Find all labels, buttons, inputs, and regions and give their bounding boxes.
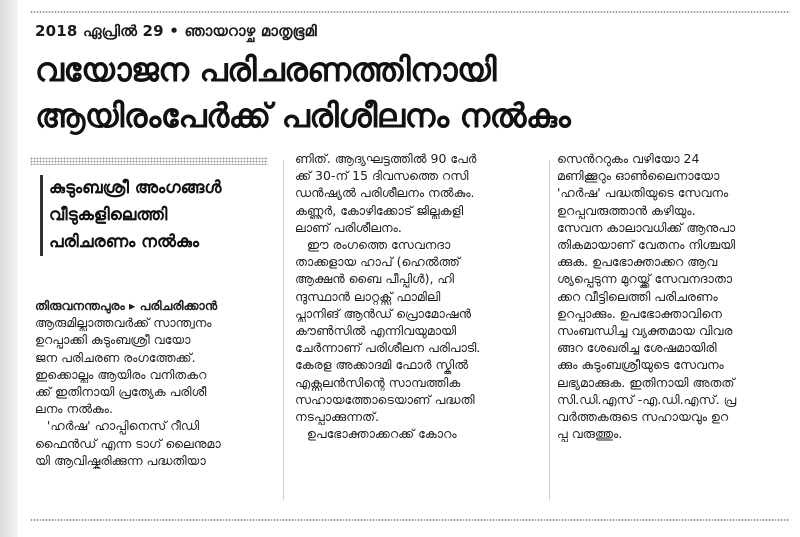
text-line: ണിത്. ആദ്യഘട്ടത്തിൽ 90 പേർ [295, 151, 477, 166]
text-line: ഈ രംഗത്തെ സേവനദാ [295, 237, 451, 253]
article-column-3 [557, 150, 797, 442]
text-line: ഫൈൻഡ് എന്ന ടാഗ് ലൈനുമാ [35, 435, 221, 451]
text-line: തിരുവനന്തപുരം ▸ പരിചരിക്കാൻ [35, 298, 218, 313]
text-line: ഉറപ്പാക്കി കുടുംബശ്രീ വയോ [35, 332, 191, 348]
text-line: തികമായാണ് വേതനം നിശ്ചയി [557, 237, 736, 253]
text-line: ശ്യപ്പെടുന്ന മുറയ്ക്ക് സേവനദാതാ [557, 271, 733, 287]
text-line: സംബന്ധിച്ച വ്യക്തമായ വിവര [557, 323, 733, 339]
text-line: എക്സലൻസിന്റെ സാമ്പത്തിക [295, 374, 461, 390]
text-line: ലാണ് പരിശീലനം. [295, 219, 402, 235]
text-line: ആരുമില്ലാത്തവർക്ക് സാന്ത്വനം [35, 315, 212, 331]
headline-line-1: വയോജന പരിചരണത്തിനായി [35, 50, 497, 89]
text-line: ങ്ങറ ശേഖരിച്ച ശേഷമായിരി [557, 340, 717, 356]
subheading-line: പരിചരണം നൽകും [49, 232, 199, 252]
subheading-dotted-bar [30, 157, 268, 165]
text-line: യി ആവിഷ്കരിക്കുന്ന പദ്ധതിയാ [35, 452, 206, 468]
bottom-dotted-rule [30, 518, 790, 522]
column-rule [549, 160, 550, 500]
text-line: കേരള അക്കാദമി ഫോർ സ്കിൽ [295, 357, 469, 373]
text-line: 'ഹർഷ' ഹാപ്പിനെസ് റീഡി [35, 418, 200, 434]
subheading-line: വീടുകളിലെത്തി [49, 205, 168, 225]
text-line: സഹായത്തോടെയാണ് പദ്ധതി [295, 391, 475, 407]
text-line: 'ഹർഷ' പദ്ധതിയുടെ സേവനം [557, 185, 729, 201]
text-line: കണ്ണൂർ, കോഴിക്കോട് ജില്ലകളി [295, 202, 464, 218]
column-rule [283, 160, 284, 500]
text-line: ഉറപ്പാക്കും. ഉപഭോക്താവിനെ [557, 305, 722, 321]
text-line: പ്പു വരുത്തും. [557, 426, 623, 442]
subheading-line: കുടുംബശ്രീ അംഗങ്ങൾ [49, 178, 222, 198]
dateline: 2018 ഏപ്രിൽ 29 • ഞായറാഴ്ച മാതൃഭൂമി [35, 22, 317, 40]
text-line: വർത്തകരുടെ സഹായവും ഉറ [557, 409, 729, 425]
text-line: ജന പരിചരണ രംഗത്തേക്ക്. [35, 349, 196, 365]
subheading [40, 175, 279, 256]
page-edge-shadow [0, 0, 18, 537]
text-line: സേവന കാലാവധിക്ക് ആനുപാ [557, 219, 736, 235]
text-line: ന്ദുസ്ഥാൻ ലാറ്റക്സ് ഫാമിലി [295, 288, 441, 304]
text-line: ഉറപ്പുവരുത്താൻ കഴിയും. [557, 202, 696, 218]
text-line: സെൻററുകം വഴിയോ 24 [557, 151, 700, 166]
text-line: ഡൻഷ്യൽ പരിശീലനം നൽകും. [295, 185, 475, 201]
text-line: ക്ക് 30-ന് 15 ദിവസത്തെ റസി [295, 168, 469, 184]
text-line: ഉപഭോക്താക്കറക്ക് കോറം [295, 426, 457, 442]
article-column-2 [295, 150, 543, 442]
text-line: താക്കളായ ഹാപ് (ഹെൽത്ത് [295, 254, 460, 270]
text-line: സി.ഡി.എസ് -എ.ഡി.എസ്. പ്ര [557, 391, 737, 407]
text-line: ചേർന്നാണ് പരിശീലന പരിപാടി. [295, 340, 481, 356]
text-line: മണിക്കൂറും ഓൺലൈനായോ [557, 168, 720, 184]
text-line: കൗൺസിൽ എന്നിവയുമായി [295, 323, 457, 339]
text-line: ക്ക് ഇതിനായി പ്രത്യേക പരിശീ [35, 384, 207, 400]
text-line: ഇക്കൊല്ലം ആയിരം വനിതകറ [35, 366, 207, 382]
text-line: ക്കും കുടുംബശ്രീയുടെ സേവനം [557, 357, 724, 373]
text-line: ലനം നൽകും. [35, 401, 113, 417]
headline-line-2: ആയിരംപേർക്ക് പരിശീലനം നൽകും [35, 96, 571, 135]
text-line: ക്കറ വീട്ടിലെത്തി പരിചരണം [557, 288, 718, 304]
article-column-1 [35, 297, 275, 469]
text-line: പ്ലാനിങ് ആൻഡ് പ്രൊമോഷൻ [295, 305, 471, 321]
top-dotted-rule [30, 10, 790, 14]
text-line: ആക്ഷൻ ബൈ പീപ്പിൾ), ഹി [295, 271, 454, 287]
text-line: ലഭ്യമാക്കുക. ഇതിനായി അതത് [557, 374, 735, 390]
text-line: നടപ്പാക്കുന്നത്. [295, 409, 379, 425]
text-line: ക്കുക. ഉപഭോക്താക്കറ ആവ [557, 254, 718, 270]
